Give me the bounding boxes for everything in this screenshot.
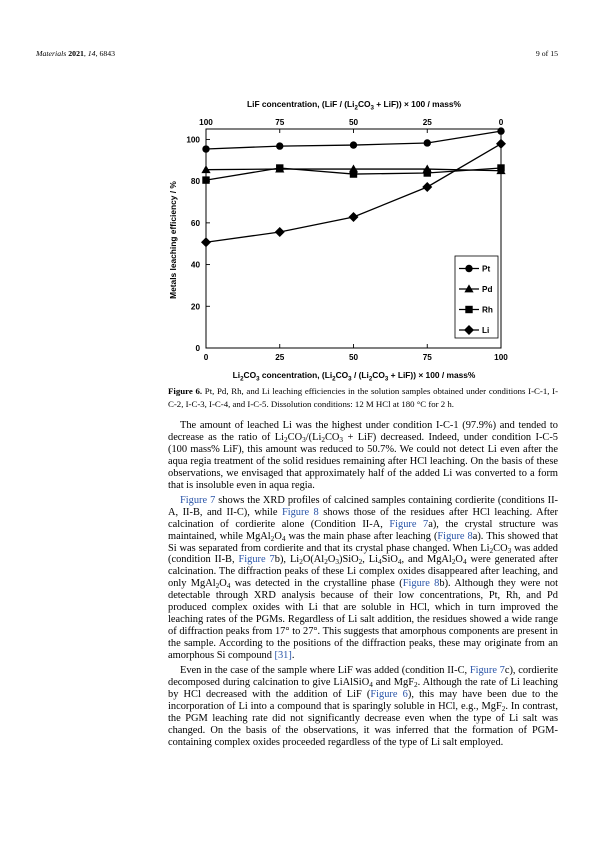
subscript: 2 — [299, 558, 303, 567]
subscript: 3 — [370, 104, 374, 112]
x-tick-label: 50 — [348, 353, 359, 362]
y-tick-label: 60 — [190, 218, 200, 228]
text-run: Even in the case of the sample where LiF was added (condition II-C, — [180, 665, 470, 677]
text-run: , Li — [362, 554, 379, 566]
subscript: 2 — [451, 558, 456, 567]
pt-data-point — [276, 142, 283, 149]
text-run: shows the XRD profiles of calcined samples containing cordierite (conditions II-A, II-B, and II-C), while — [168, 494, 558, 518]
text-run: /(Li — [305, 431, 322, 443]
text-run: . Although the rate of Li leaching by HCl decreased with the addition of LiF ( — [168, 677, 558, 700]
text-run: + LiF) decreased. Indeed, under condition I-C-5 (100 mass% LiF), this amount was reduced to 50.7%. We could not detect Li even after the aqua regia treatment of the solid residues remaining after HCl leaching. On the basis of these observations, we envisaged that approximately half of the added Li was converted to a form that is insoluble even in aqua regia. — [168, 431, 558, 491]
rh-data-point — [350, 170, 357, 177]
subscript: 2 — [215, 582, 220, 591]
text-run: + LiF)) × 100 / mass% — [373, 99, 461, 109]
x-tick-label: 0 — [203, 353, 209, 362]
figure-link[interactable]: Figure 7 — [389, 518, 429, 530]
y-tick-label: 20 — [190, 302, 200, 312]
text-run: , 6843 — [95, 49, 116, 58]
text-run: was added (condition II-B, — [168, 542, 558, 566]
y-axis-title: Metals leaching efficiency / % — [168, 181, 178, 299]
li-legend-label: Li — [482, 326, 490, 335]
figure-link[interactable]: Figure 6 — [370, 688, 408, 700]
text-run: , — [83, 49, 88, 58]
caption-text: Pt, Pd, Rh, and Li leaching efficiencies in the solution samples obtained under conditions I-C-1, I-C-2, I-C-3, I-C-4, and I-C-5. Dissolution conditions: 12 M HCl at 180 °C for 2 h. — [168, 386, 558, 409]
leaching-efficiency-chart — [0, 0, 595, 400]
pt-legend-marker — [465, 265, 472, 272]
pd-legend-label: Pd — [482, 285, 493, 294]
data-series — [201, 127, 506, 247]
text-run: O — [327, 554, 336, 566]
x-tick-label: 75 — [422, 353, 432, 362]
li-series-line — [206, 144, 501, 242]
subscript: 4 — [281, 534, 286, 543]
text-run: CO — [493, 542, 508, 554]
pt-data-point — [350, 141, 357, 148]
text-run: O — [274, 530, 282, 542]
body-text — [168, 420, 558, 749]
subscript: 2 — [240, 375, 244, 383]
top-x-tick-label: 50 — [348, 118, 359, 127]
y-tick-label: 100 — [186, 135, 200, 145]
subscript: 3 — [339, 435, 344, 444]
subscript: 2 — [354, 104, 358, 112]
figure-link[interactable]: Figure 7 — [238, 554, 275, 566]
paragraph-3 — [168, 665, 558, 749]
subscript: 3 — [302, 435, 306, 444]
paragraph-2 — [168, 495, 558, 662]
subscript: 2 — [270, 534, 275, 543]
text-run: )SiO — [338, 554, 359, 566]
text-run: CO — [324, 431, 340, 443]
subscript: 2 — [324, 558, 328, 567]
subscript: 2 — [489, 546, 494, 555]
text-run: and MgF — [372, 677, 414, 689]
text-run: a), the crystal structure was maintained, while MgAl — [168, 518, 559, 542]
subscript: 2 — [284, 435, 288, 444]
legend — [455, 256, 498, 338]
y-tick-label: 40 — [190, 260, 200, 270]
subscript: 3 — [384, 375, 389, 383]
subscript: 3 — [507, 546, 512, 555]
text-run: shows those of the residues after HCl leaching. After calcination of cordierite alone (Condition II-A, — [168, 506, 559, 530]
figure-link[interactable]: Figure 8 — [437, 530, 473, 542]
text-run: CO — [372, 370, 385, 380]
caption-label: Figure 6. — [168, 386, 203, 396]
text-run: was detected in the crystalline phase ( — [230, 578, 403, 590]
text-run: were generated after calcination. The diffraction peaks of these Li complex oxides disappeared after leaching, and only MgAl — [168, 554, 558, 590]
subscript: 3 — [256, 375, 260, 383]
text-run: LiF concentration, (LiF / (Li — [247, 99, 355, 109]
subscript: 4 — [369, 681, 373, 690]
subscript: 4 — [397, 558, 402, 567]
pt-data-point — [424, 139, 431, 146]
text-run: b), Li — [274, 554, 300, 566]
text-run: Materials — [36, 49, 67, 58]
subscript: 2 — [501, 704, 506, 713]
text-run: , and MgAl — [401, 554, 452, 566]
subscript: 3 — [335, 558, 339, 567]
text-run: CO — [243, 370, 257, 380]
bottom-x-axis-title — [233, 370, 476, 382]
y-tick-label: 80 — [190, 177, 200, 187]
top-x-tick-label: 100 — [199, 118, 213, 127]
text-run: CO — [357, 99, 371, 109]
paragraph-1 — [168, 420, 558, 492]
figure-caption — [168, 385, 558, 410]
text-run: The amount of leached Li was the highest under condition I-C-1 (97.9%) and tended to decrease as the ratio of Li — [168, 420, 558, 443]
page-number: 9 of 15 — [535, 49, 558, 58]
text-run: . In contrast, the PGM leaching rate did not significantly decrease even when the type of Li salt was changed. On the basis of the observations, it was inferred that the formation of PGM-containing complex oxides proceeded regardless of the type of Li salt employed. — [168, 700, 558, 748]
text-run: SiO — [381, 554, 398, 566]
rh-data-point — [276, 164, 283, 171]
text-run: was the main phase after leaching ( — [285, 530, 438, 542]
citation-link[interactable]: [31] — [274, 650, 292, 662]
subscript: 4 — [378, 558, 382, 567]
rh-data-point — [424, 169, 431, 176]
subscript: 2 — [368, 375, 373, 383]
li-data-point — [275, 227, 285, 237]
subscript: 4 — [462, 558, 467, 567]
subscript: 2 — [321, 435, 325, 444]
top-x-tick-label: 25 — [422, 118, 432, 127]
figure-link[interactable]: Figure 7 — [469, 665, 505, 677]
text-run: / (Li — [351, 370, 369, 380]
top-x-tick-label: 75 — [275, 118, 285, 127]
text-run: 14 — [87, 49, 96, 58]
text-run: concentration, (Li — [259, 370, 333, 380]
text-run: O(Al — [302, 554, 325, 566]
figure-link[interactable]: Figure 8 — [281, 506, 319, 518]
subscript: 2 — [332, 375, 336, 383]
text-run: + LiF)) × 100 / mass% — [388, 370, 476, 380]
text-run: a). This showed that Si was separated from cordierite and that its crystal phase changed. When Li — [168, 530, 558, 554]
li-data-point — [349, 212, 359, 222]
text-run: CO — [335, 370, 349, 380]
text-run: ), this may have been due to the incorporation of Li into a compound that is sparingly soluble in HCl, e.g., MgF — [168, 688, 559, 712]
x-tick-label: 100 — [494, 353, 508, 362]
top-x-tick-label: 0 — [498, 118, 504, 127]
subscript: 4 — [226, 582, 231, 591]
subscript: 2 — [413, 681, 418, 690]
subscript: 3 — [348, 375, 352, 383]
x-tick-label: 25 — [275, 353, 285, 362]
subscript: 2 — [358, 558, 363, 567]
pt-legend-label: Pt — [482, 264, 491, 274]
li-data-point — [422, 182, 432, 192]
rh-legend-marker — [465, 306, 472, 313]
text-run: b). Although they were not detectable through XRD analysis because of their low concentrations, Pt, Rh, and Pd produced complex oxides with Li that are soluble in HCl, which in turn improved the leaching rates of the PGMs. Regardless of Li salt addition, the residues showed a wide range of diffraction peaks from 17° to 27°. This suggests that amorphous components are present in the sample. According to the positions of the diffraction peaks, these may originate from an amorphous Si compound — [168, 578, 558, 662]
text-run: CO — [287, 431, 303, 443]
figure-link[interactable]: Figure 7 — [180, 494, 216, 506]
top-x-axis-title — [247, 99, 462, 111]
text-run: Li — [232, 370, 241, 380]
text-run: . — [291, 650, 295, 662]
y-tick-label: 0 — [195, 344, 200, 353]
text-run: O — [219, 578, 227, 590]
text-run: c), cordierite decomposed during calcination to give LiAlSiO — [168, 665, 559, 689]
text-run: O — [455, 554, 463, 566]
text-run: 2021 — [68, 49, 84, 58]
rh-legend-label: Rh — [482, 305, 493, 315]
figure-link[interactable]: Figure 8 — [402, 578, 440, 590]
